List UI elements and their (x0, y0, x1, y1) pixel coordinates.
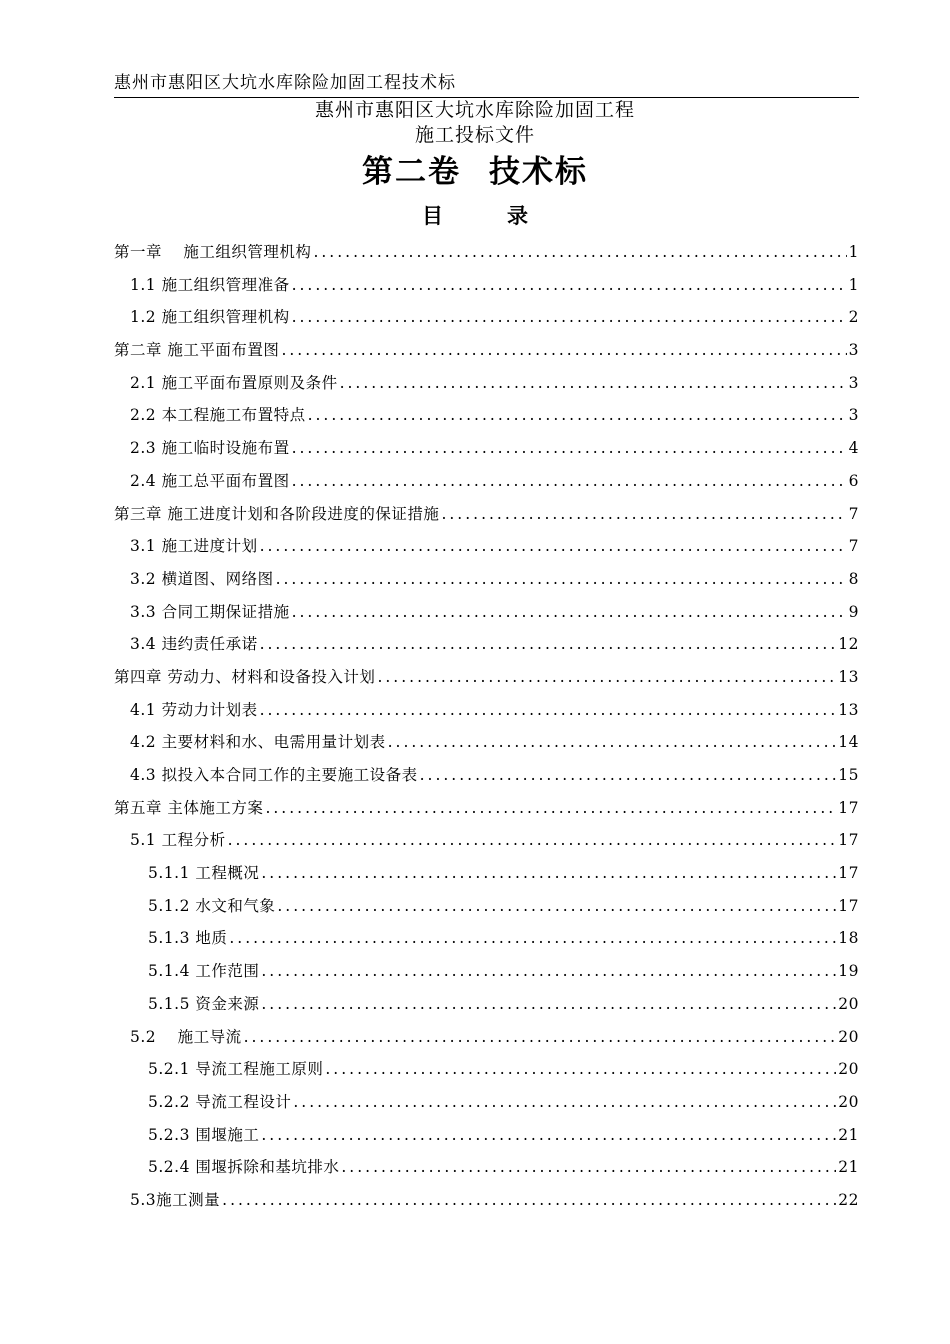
toc-entry-page: 20 (838, 1060, 859, 1079)
toc-dot-leader (222, 1191, 836, 1209)
toc-entry[interactable] (114, 992, 859, 1025)
toc-entry-label: 2.1 施工平面布置原则及条件 (130, 373, 338, 392)
toc-dot-leader (261, 995, 836, 1013)
document-title: 惠州市惠阳区大坑水库除险加固工程 (314, 99, 635, 121)
toc-entry[interactable] (114, 763, 859, 796)
toc-heading (0, 200, 950, 230)
toc-entry-page: 2 (848, 308, 859, 327)
toc-entry-page: 9 (848, 602, 859, 621)
toc-entry-label: 5.1.1 工程概况 (148, 864, 260, 883)
running-header: 惠州市惠阳区大坑水库除险加固工程技术标 (114, 68, 859, 98)
toc-entry[interactable] (114, 305, 859, 338)
toc-dot-leader (441, 505, 846, 523)
volume-name: 技术标 (489, 154, 588, 190)
toc-dot-leader (341, 1158, 836, 1176)
toc-entry[interactable] (114, 632, 859, 665)
toc-entry[interactable] (114, 665, 859, 698)
table-of-contents (114, 240, 859, 1221)
toc-entry-label: 5.3施工测量 (130, 1190, 221, 1209)
toc-entry[interactable] (114, 1155, 859, 1188)
toc-entry[interactable] (114, 1123, 859, 1156)
toc-entry[interactable] (114, 926, 859, 959)
toc-entry-page: 1 (848, 275, 859, 294)
toc-entry[interactable] (114, 240, 859, 273)
toc-entry-label: 2.3 施工临时设施布置 (130, 439, 290, 458)
toc-entry[interactable] (114, 1025, 859, 1058)
toc-entry-page: 6 (848, 471, 859, 490)
toc-entry[interactable] (114, 371, 859, 404)
toc-entry-label: 5.1.2 水文和气象 (148, 896, 276, 915)
toc-entry-label: 3.1 施工进度计划 (130, 537, 258, 556)
toc-entry[interactable] (114, 730, 859, 763)
toc-entry-label: 4.1 劳动力计划表 (130, 700, 258, 719)
toc-entry-page: 3 (848, 373, 859, 392)
toc-entry-page: 14 (838, 733, 859, 752)
toc-entry-page: 12 (838, 635, 859, 654)
toc-entry-page: 4 (848, 439, 859, 458)
toc-entry-label: 2.4 施工总平面布置图 (130, 471, 290, 490)
toc-dot-leader (293, 1093, 836, 1111)
toc-entry[interactable] (114, 502, 859, 535)
toc-dot-leader (292, 472, 847, 490)
toc-entry-label: 5.1 工程分析 (130, 831, 226, 850)
toc-dot-leader (292, 276, 847, 294)
toc-entry[interactable] (114, 600, 859, 633)
toc-entry-label: 4.2 主要材料和水、电需用量计划表 (130, 733, 386, 752)
toc-entry-page: 13 (838, 667, 859, 686)
toc-entry-label: 第二章 施工平面布置图 (114, 341, 280, 360)
toc-entry-page: 21 (838, 1125, 859, 1144)
toc-entry-label: 1.1 施工组织管理准备 (130, 275, 290, 294)
toc-entry-page: 1 (848, 243, 859, 261)
toc-dot-leader (277, 897, 836, 915)
toc-entry-label: 5.2 施工导流 (130, 1027, 242, 1046)
toc-dot-leader (420, 766, 837, 784)
toc-entry[interactable] (114, 1188, 859, 1221)
toc-entry-page: 3 (848, 341, 859, 360)
toc-entry-page: 13 (838, 700, 859, 719)
toc-dot-leader (377, 668, 836, 686)
toc-entry-page: 20 (838, 994, 859, 1013)
toc-dot-leader (340, 374, 847, 392)
toc-entry-page: 7 (848, 537, 859, 556)
toc-entry-page: 7 (848, 504, 859, 523)
toc-dot-leader (228, 831, 837, 849)
toc-dot-leader (388, 733, 837, 751)
toc-entry[interactable] (114, 534, 859, 567)
toc-entry-label: 3.3 合同工期保证措施 (130, 602, 290, 621)
toc-entry-page: 20 (838, 1092, 859, 1111)
toc-entry-page: 17 (838, 864, 859, 883)
toc-dot-leader (260, 537, 847, 555)
toc-heading-part2: 录 (507, 203, 528, 228)
toc-entry[interactable] (114, 828, 859, 861)
toc-entry-label: 5.1.5 资金来源 (148, 994, 260, 1013)
toc-dot-leader (313, 243, 846, 261)
toc-dot-leader (261, 864, 836, 882)
toc-entry[interactable] (114, 273, 859, 306)
toc-dot-leader (281, 341, 846, 359)
toc-dot-leader (261, 1126, 836, 1144)
toc-entry-page: 15 (838, 766, 859, 784)
toc-entry-page: 22 (838, 1190, 859, 1209)
toc-dot-leader (261, 962, 836, 980)
toc-dot-leader (292, 439, 847, 457)
toc-dot-leader (229, 929, 836, 947)
toc-dot-leader (308, 406, 847, 424)
toc-entry[interactable] (114, 469, 859, 502)
toc-entry-page: 17 (838, 831, 859, 850)
toc-entry-page: 17 (838, 896, 859, 915)
toc-entry-label: 5.2.3 围堰施工 (148, 1125, 260, 1144)
toc-entry-label: 5.2.4 围堰拆除和基坑排水 (148, 1158, 340, 1177)
toc-dot-leader (244, 1028, 837, 1046)
toc-dot-leader (265, 799, 836, 817)
toc-entry-label: 5.1.3 地质 (148, 929, 228, 948)
toc-entry[interactable] (114, 338, 859, 371)
toc-entry-label: 5.1.4 工作范围 (148, 962, 260, 981)
toc-entry-page: 20 (838, 1027, 859, 1046)
toc-entry[interactable] (114, 436, 859, 469)
toc-dot-leader (260, 701, 837, 719)
toc-entry[interactable] (114, 1090, 859, 1123)
toc-entry[interactable] (114, 567, 859, 600)
toc-entry-label: 5.2.2 导流工程设计 (148, 1092, 292, 1111)
toc-entry-label: 第五章 主体施工方案 (114, 798, 264, 817)
toc-entry-page: 18 (838, 929, 859, 948)
toc-entry[interactable] (114, 698, 859, 731)
toc-entry-label: 第三章 施工进度计划和各阶段进度的保证措施 (114, 504, 440, 523)
toc-entry[interactable] (114, 1057, 859, 1090)
volume-number: 第二卷 (362, 154, 461, 190)
toc-entry-label: 3.4 违约责任承诺 (130, 635, 258, 654)
toc-entry-label: 第四章 劳动力、材料和设备投入计划 (114, 667, 376, 686)
toc-dot-leader (260, 635, 837, 653)
toc-entry-label: 3.2 横道图、网络图 (130, 569, 274, 588)
toc-entry[interactable] (114, 796, 859, 829)
toc-entry[interactable] (114, 894, 859, 927)
toc-entry-page: 21 (838, 1158, 859, 1177)
toc-heading-part1: 目 (422, 203, 443, 228)
toc-dot-leader (292, 603, 847, 621)
toc-entry[interactable] (114, 861, 859, 894)
toc-entry[interactable] (114, 403, 859, 436)
toc-dot-leader (325, 1060, 836, 1078)
toc-entry-page: 8 (848, 569, 859, 588)
toc-entry-label: 2.2 本工程施工布置特点 (130, 406, 306, 425)
toc-dot-leader (276, 570, 847, 588)
document-subtitle: 施工投标文件 (414, 124, 535, 146)
toc-entry-page: 3 (848, 406, 859, 425)
toc-entry-label: 5.2.1 导流工程施工原则 (148, 1060, 324, 1079)
toc-dot-leader (292, 308, 847, 326)
toc-entry-label: 4.3 拟投入本合同工作的主要施工设备表 (130, 766, 418, 784)
toc-entry[interactable] (114, 959, 859, 992)
toc-entry-page: 19 (838, 962, 859, 981)
toc-entry-label: 1.2 施工组织管理机构 (130, 308, 290, 327)
volume-title (0, 146, 950, 191)
toc-entry-page: 17 (838, 798, 859, 817)
toc-entry-label: 第一章 施工组织管理机构 (114, 243, 312, 261)
